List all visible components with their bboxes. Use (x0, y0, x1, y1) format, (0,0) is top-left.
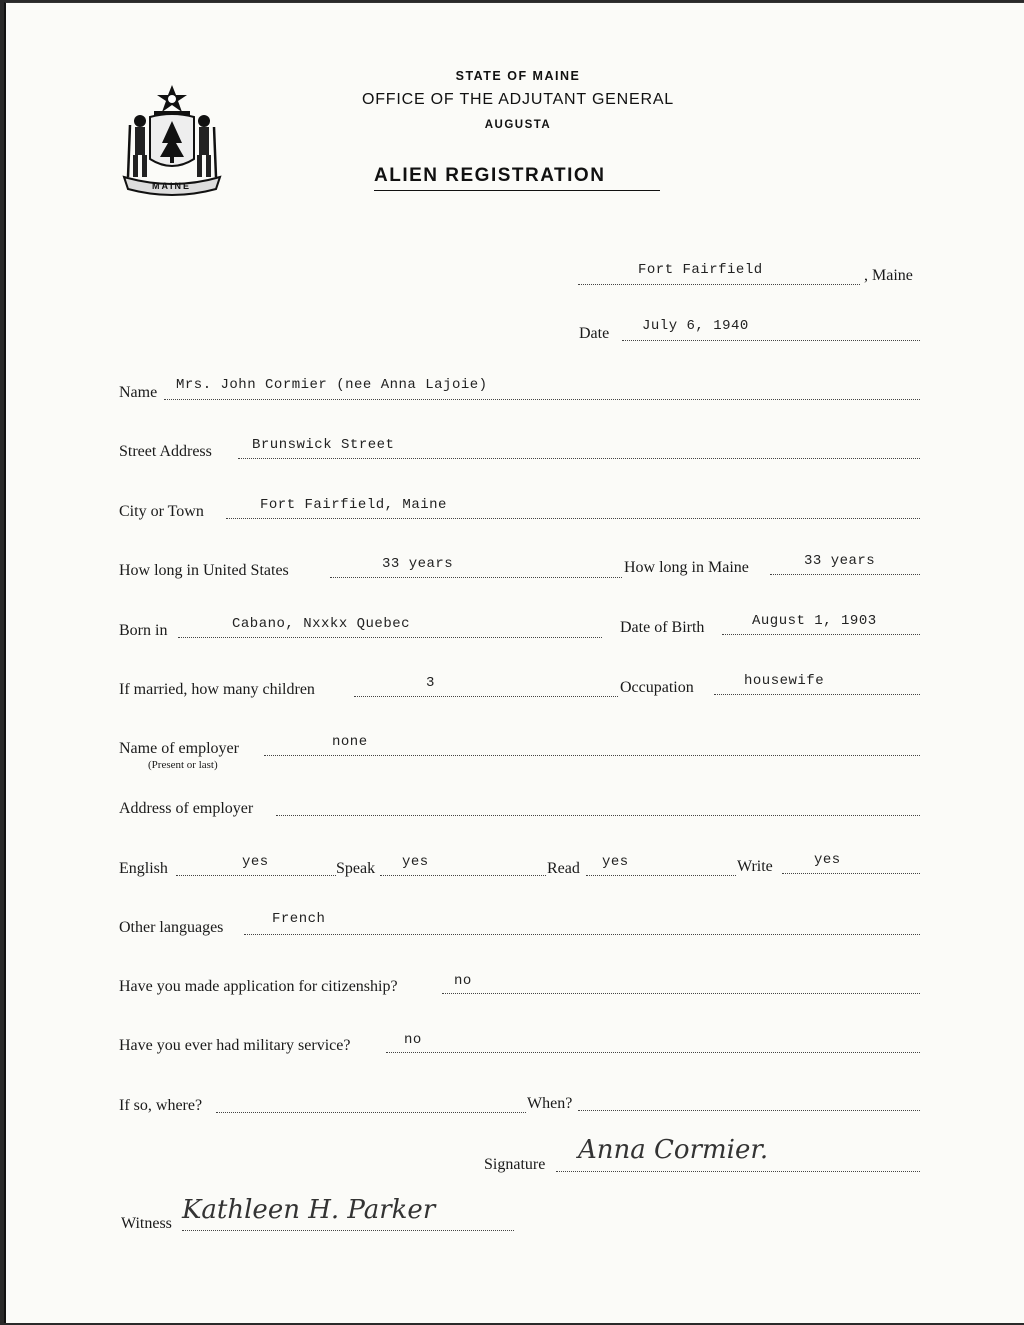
signature-handwriting: Anna Cormier. (578, 1135, 769, 1165)
dob-line (722, 634, 920, 635)
city-heading: AUGUSTA (484, 119, 552, 131)
city-line (226, 518, 920, 519)
employer-line (264, 755, 920, 756)
when-line (578, 1110, 920, 1111)
children-label: If married, how many children (119, 681, 315, 698)
how-long-us-label: How long in United States (119, 562, 289, 579)
title-underline (374, 190, 660, 191)
date-value: July 6, 1940 (642, 318, 749, 334)
signature-line (556, 1171, 920, 1172)
place-value: Fort Fairfield (638, 262, 763, 278)
read-value: yes (602, 854, 629, 870)
how-long-maine-line (770, 574, 920, 575)
city-label: City or Town (119, 503, 204, 520)
born-in-line (178, 637, 602, 638)
read-label: Read (547, 860, 580, 877)
occupation-value: housewife (744, 673, 825, 689)
english-line (176, 875, 336, 876)
when-label: When? (527, 1095, 573, 1112)
how-long-us-line (330, 577, 622, 578)
citizenship-line (442, 993, 920, 994)
employer-label: Name of employer (119, 740, 239, 757)
write-line (782, 873, 920, 874)
how-long-us-value: 33 years (382, 556, 454, 572)
write-value: yes (814, 852, 841, 868)
name-value: Mrs. John Cormier (nee Anna Lajoie) (176, 377, 488, 393)
form-title: ALIEN REGISTRATION (374, 165, 606, 186)
dob-value: August 1, 1903 (752, 613, 877, 629)
name-line (164, 399, 920, 400)
state-heading: STATE OF MAINE (455, 69, 581, 83)
witness-label: Witness (121, 1215, 172, 1232)
occupation-line (714, 694, 920, 695)
place-suffix: , Maine (864, 267, 913, 284)
citizenship-value: no (454, 973, 472, 989)
dob-label: Date of Birth (620, 619, 705, 636)
street-value: Brunswick Street (252, 437, 395, 453)
speak-label: Speak (336, 860, 376, 877)
born-in-value: Cabano, Nxxkx Quebec (232, 616, 411, 632)
english-value: yes (242, 854, 269, 870)
military-label: Have you ever had military service? (119, 1037, 351, 1054)
place-line (578, 284, 860, 285)
street-label: Street Address (119, 443, 212, 460)
speak-value: yes (402, 854, 429, 870)
city-value: Fort Fairfield, Maine (260, 497, 447, 513)
how-long-maine-label: How long in Maine (624, 559, 749, 576)
date-label: Date (579, 325, 610, 342)
read-line (586, 875, 736, 876)
date-line (622, 340, 920, 341)
seal-label: MAINE (152, 181, 191, 191)
form-sheet (4, 2, 1024, 1323)
signature-label: Signature (484, 1156, 546, 1173)
witness-line (182, 1230, 514, 1231)
employer-address-line (276, 815, 920, 816)
speak-line (380, 875, 546, 876)
employer-address-label: Address of employer (119, 800, 254, 817)
office-heading: OFFICE OF THE ADJUTANT GENERAL (361, 91, 675, 108)
born-in-label: Born in (119, 622, 168, 639)
children-line (354, 696, 618, 697)
employer-value: none (332, 734, 368, 750)
witness-handwriting: Kathleen H. Parker (182, 1195, 436, 1225)
where-label: If so, where? (119, 1097, 203, 1114)
children-value: 3 (426, 675, 435, 691)
citizenship-label: Have you made application for citizenship? (119, 978, 398, 995)
how-long-maine-value: 33 years (804, 553, 876, 569)
other-languages-line (244, 934, 920, 935)
name-label: Name (119, 384, 158, 401)
write-label: Write (737, 858, 773, 875)
other-languages-value: French (272, 911, 326, 927)
street-line (238, 458, 920, 459)
employer-sublabel: (Present or last) (148, 759, 218, 771)
military-value: no (404, 1032, 422, 1048)
where-line (216, 1112, 526, 1113)
other-languages-label: Other languages (119, 919, 224, 936)
english-label: English (119, 860, 168, 877)
occupation-label: Occupation (620, 679, 694, 696)
military-line (386, 1052, 920, 1053)
